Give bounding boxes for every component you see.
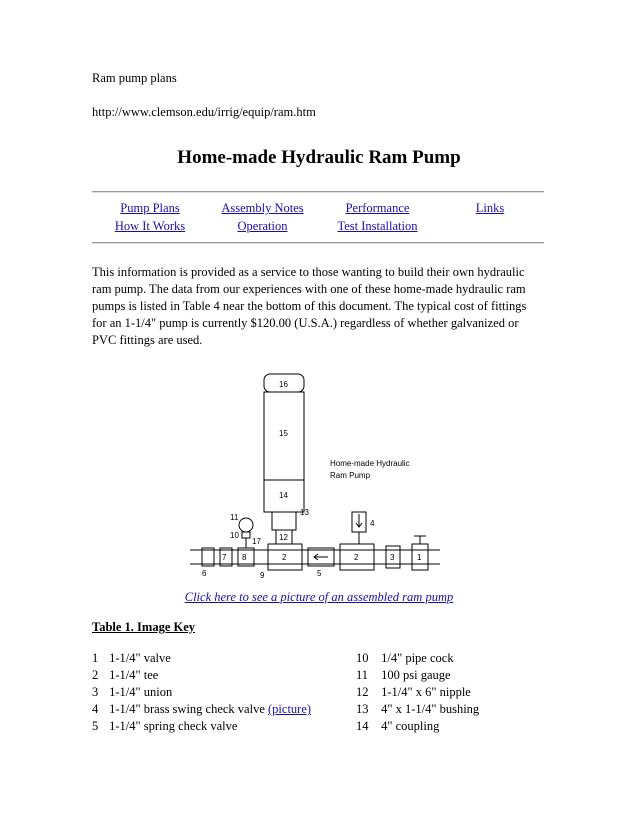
item-description: 4" x 1-1/4" bushing [381,702,480,716]
label-10: 10 [230,531,239,540]
table-row [356,718,439,734]
item-description: 1-1/4" tee [109,668,159,682]
nav-link-assembly-notes[interactable]: Assembly Notes [221,201,304,215]
table-row [356,667,451,683]
item-number: 5 [92,719,99,733]
label-15: 15 [279,429,288,438]
item-description: 1/4" pipe cock [381,651,454,665]
document-title: Ram pump plans [92,71,177,85]
label-16: 16 [279,380,288,389]
divider-top [92,191,544,193]
ram-pump-diagram [190,360,450,582]
label-2-left: 2 [282,553,287,562]
part-11-gauge [239,518,253,532]
label-13: 13 [300,508,309,517]
item-number: 14 [356,719,369,733]
item-number: 12 [356,685,369,699]
check-valve-picture-link[interactable]: (picture) [268,702,312,716]
table-row [92,650,171,666]
item-number: 11 [356,668,369,682]
label-11: 11 [230,513,239,522]
nav-link-links[interactable]: Links [475,201,505,215]
label-6: 6 [202,569,207,578]
nav-link-test-installation[interactable]: Test Installation [337,219,418,233]
label-9: 9 [260,571,265,580]
part-10-pipe-cock [242,532,250,538]
label-12: 12 [279,533,288,542]
nav-link-performance[interactable]: Performance [345,201,410,215]
item-description: 100 psi gauge [381,668,451,682]
item-description: 1-1/4" union [109,685,173,699]
item-description: 1-1/4" brass swing check valve [109,702,265,716]
table-row [92,701,311,717]
nav-link-operation[interactable]: Operation [237,219,288,233]
item-description: 4" coupling [381,719,440,733]
item-number: 13 [356,702,369,716]
nav-link-how-it-works[interactable]: How It Works [114,219,186,233]
table-row [92,718,237,734]
item-description: 1-1/4" valve [109,651,171,665]
label-1: 1 [417,553,422,562]
table-1-caption: Table 1. Image Key [92,620,196,634]
label-17: 17 [252,537,261,546]
item-description: 1-1/4" spring check valve [109,719,238,733]
item-number: 1 [92,651,99,665]
divider-bottom [92,242,544,244]
diagram-caption-line-2: Ram Pump [330,471,371,480]
nav-link-pump-plans[interactable]: Pump Plans [120,201,180,215]
label-5: 5 [317,569,322,578]
item-number: 3 [92,685,99,699]
label-3: 3 [390,553,395,562]
source-url: http://www.clemson.edu/irrig/equip/ram.htm [92,105,316,119]
label-7: 7 [222,553,227,562]
table-row [356,650,454,666]
table-row [356,701,479,717]
label-2-right: 2 [354,553,359,562]
item-number: 2 [92,668,99,682]
table-row [356,684,471,700]
table-row [92,684,172,700]
part-13-bushing [272,512,296,530]
label-8-inner: 8 [242,553,247,562]
assembled-pump-picture-link[interactable]: Click here to see a picture of an assembled ram pump [184,590,454,604]
label-4: 4 [370,519,375,528]
intro-paragraph: This information is provided as a service to those wanting to build their own hydraulic ram pump. The data from our experiences with one of these home-made hydraulic ram pumps is listed in Table 4 near the bottom of this document. The typical cost of fittings for an 1-1/4" pump is currently $120.00 (U.S.A.) regardless of whether galvanized or PVC fittings are used. [92,265,527,347]
item-number: 10 [356,651,369,665]
item-description: 1-1/4" x 6" nipple [381,685,471,699]
table-row [92,667,158,683]
item-number: 4 [92,702,99,716]
label-14: 14 [279,491,288,500]
page-heading: Home-made Hydraulic Ram Pump [177,147,461,168]
diagram-caption-line-1: Home-made Hydraulic [330,459,410,468]
part-8-fitting [202,548,214,566]
